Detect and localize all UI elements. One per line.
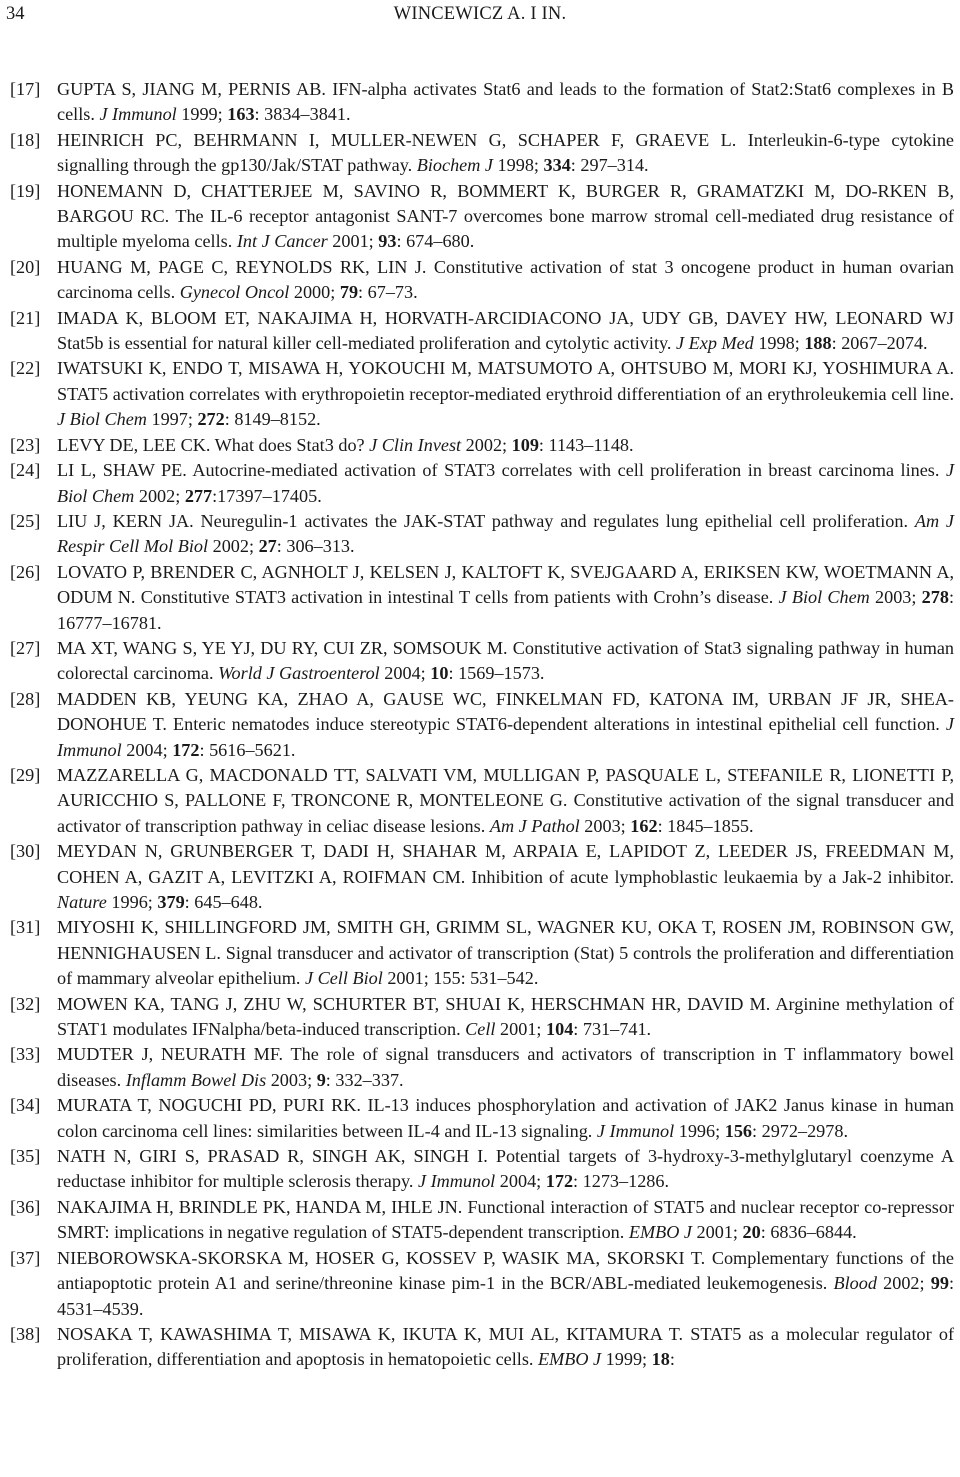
reference-year: 2001;: [332, 231, 374, 252]
reference-year: 1999;: [605, 1349, 648, 1370]
reference-authors: LI L, SHAW PE.: [57, 460, 187, 481]
reference-journal: J Immunol: [57, 714, 954, 760]
reference-year: 1998;: [758, 333, 800, 354]
reference-year: 1996;: [678, 1120, 721, 1141]
reference-authors: IWATSUKI K, ENDO T, MISAWA H, YOKOUCHI M, MATSUMOTO A, OHTSUBO M, MORI KJ, YOSHIMURA A.: [57, 358, 954, 379]
reference-number: [33]: [10, 1044, 41, 1065]
reference-authors: GUPTA S, JIANG M, PERNIS AB.: [57, 79, 326, 99]
reference-entry: [10, 763, 954, 839]
reference-entry: [10, 255, 954, 306]
reference-volume: 272: [197, 409, 225, 430]
reference-year: 2002;: [212, 536, 255, 557]
reference-pages: : 8149–8152.: [224, 409, 321, 430]
reference-year: 2002;: [138, 485, 181, 506]
reference-year: 2004;: [384, 663, 426, 684]
reference-journal: J Biol Chem: [57, 460, 955, 506]
reference-year: 2003;: [584, 815, 626, 836]
reference-authors: MURATA T, NOGUCHI PD, PURI RK.: [57, 1095, 361, 1116]
reference-entry: [10, 509, 954, 560]
reference-entry: [10, 179, 954, 255]
reference-number: [22]: [10, 358, 41, 379]
reference-number: [32]: [10, 993, 41, 1014]
reference-pages: : 6836–6844.: [760, 1222, 857, 1243]
reference-volume: 188: [804, 333, 832, 354]
reference-title: Autocrine-mediated activation of STAT3 correlates with cell proliferation in breast carcinoma lines.: [192, 460, 940, 481]
reference-year: 1999;: [181, 104, 223, 125]
reference-authors: NATH N, GIRI S, PRASAD R, SINGH AK, SINGH I.: [57, 1146, 488, 1167]
reference-entry: [10, 687, 954, 763]
page-number: 34: [6, 4, 25, 24]
reference-authors: HEINRICH PC, BEHRMANN I, MULLER-NEWEN G, SCHAPER F, GRAEVE L.: [57, 129, 737, 150]
reference-pages: : 4531–4539.: [57, 1273, 954, 1319]
reference-authors: LIU J, KERN JA.: [57, 510, 194, 531]
reference-journal: Biochem J: [416, 155, 493, 176]
reference-year: 2002;: [465, 434, 508, 455]
reference-journal: Gynecol Oncol: [179, 282, 290, 303]
reference-number: [24]: [10, 460, 41, 481]
reference-journal: Cell: [465, 1019, 496, 1040]
reference-entry: [10, 433, 954, 458]
reference-volume: 20: [742, 1222, 761, 1243]
reference-number: [38]: [10, 1323, 41, 1344]
reference-number: [28]: [10, 688, 41, 709]
reference-pages: : 332–337.: [325, 1069, 404, 1090]
reference-year: 1996;: [111, 892, 153, 912]
reference-volume: 99: [930, 1273, 949, 1294]
reference-authors: NAKAJIMA H, BRINDLE PK, HANDA M, IHLE JN.: [57, 1196, 463, 1217]
reference-authors: IMADA K, BLOOM ET, NAKAJIMA H, HORVATH-ARCIDIACONO JA, UDY GB, DAVEY HW, LEONARD WJ: [57, 307, 954, 328]
reference-journal: J Immunol: [99, 104, 177, 125]
reference-entry: [10, 839, 954, 915]
reference-volume: 93: [378, 231, 397, 252]
reference-volume: 10: [430, 663, 449, 684]
reference-entry: [10, 1042, 954, 1093]
reference-title: Interleukin-6-type cytokine signalling through the gp130/Jak/STAT pathway.: [57, 129, 954, 176]
reference-number: [36]: [10, 1196, 41, 1217]
reference-entry: [10, 306, 954, 357]
reference-year: 1997;: [151, 409, 193, 430]
reference-entry: [10, 1246, 954, 1322]
reference-pages: : 1845–1855.: [657, 815, 754, 836]
reference-number: [20]: [10, 256, 41, 277]
reference-volume: 156: [724, 1120, 752, 1141]
reference-title: Functional interaction of STAT5 and nuclear receptor co-repressor SMRT: implications in negative regulation of STAT5-dependent transcription.: [57, 1196, 954, 1243]
reference-entry: [10, 77, 954, 128]
reference-volume: 172: [545, 1171, 574, 1192]
reference-volume: 334: [543, 155, 571, 176]
reference-pages: : 5616–5621.: [199, 739, 296, 760]
reference-entry: [10, 458, 954, 509]
reference-title: Complementary functions of the antiapoptotic protein A1 and serine/threonine kinase pim-1 in the BCR/ABL-mediated leukemogenesis.: [57, 1247, 955, 1294]
reference-journal: World J Gastroenterol: [218, 663, 380, 684]
reference-authors: MOWEN KA, TANG J, ZHU W, SCHURTER BT, SHUAI K, HERSCHMAN HR, DAVID M.: [57, 993, 771, 1014]
reference-volume: 79: [339, 282, 359, 303]
reference-year: 2004;: [126, 739, 168, 760]
reference-entry: [10, 1144, 954, 1195]
reference-pages: : 297–314.: [570, 155, 649, 176]
reference-volume: 277: [184, 485, 213, 506]
reference-title: What does Stat3 do?: [214, 434, 365, 455]
reference-entry: [10, 915, 954, 991]
reference-year: 2003;: [875, 587, 917, 608]
reference-pages: : 306–313.: [276, 536, 355, 557]
reference-volume: 163: [227, 104, 255, 125]
reference-volume: 18: [651, 1349, 670, 1370]
running-head: WINCEWICZ A. I IN.: [393, 4, 567, 24]
reference-title: Constitutive activation of Stat3 signaling pathway in human colorectal carcinoma.: [57, 637, 955, 684]
reference-journal: J Immunol: [417, 1171, 496, 1192]
reference-authors: MA XT, WANG S, YE YJ, DU RY, CUI ZR, SOMSOUK M.: [57, 637, 508, 658]
reference-pages: : 3834–3841.: [254, 104, 351, 125]
reference-year: 1998;: [497, 155, 539, 176]
reference-title: Neuregulin-1 activates the JAK-STAT pathway and regulates lung epithelial cell proliferation.: [200, 510, 908, 531]
reference-title: IFN-alpha activates Stat6 and leads to the formation of Stat2:Stat6 complexes in B cells.: [57, 79, 954, 125]
reference-number: [35]: [10, 1146, 41, 1167]
reference-journal: J Exp Med: [676, 333, 754, 354]
reference-year: 2004;: [499, 1171, 542, 1192]
reference-number: [19]: [10, 180, 41, 201]
reference-number: [17]: [10, 79, 41, 99]
reference-entry: [10, 992, 954, 1043]
reference-title: Potential targets of 3-hydroxy-3-methylglutaryl coenzyme A reductase inhibitor for multiple sclerosis therapy.: [57, 1146, 954, 1192]
reference-number: [29]: [10, 764, 41, 785]
reference-year: 2000;: [293, 282, 336, 303]
reference-year: 2002;: [883, 1273, 925, 1294]
reference-entry: [10, 1322, 954, 1373]
reference-authors: HONEMANN D, CHATTERJEE M, SAVINO R, BOMMERT K, BURGER R, GRAMATZKI M, DO-RKEN B, BARGOU RC.: [57, 180, 954, 227]
reference-journal: J Biol Chem: [778, 587, 870, 608]
reference-pages: : 16777–16781.: [57, 587, 955, 633]
reference-title: Enteric nematodes induce stereotypic STAT6-dependent alterations in intestinal epithelial cell function.: [173, 714, 940, 735]
reference-authors: MIYOSHI K, SHILLINGFORD JM, SMITH GH, GRIMM SL, WAGNER KU, OKA T, ROSEN JM, ROBINSON GW, HENNIGHAUSEN L.: [57, 917, 954, 963]
reference-entry: [10, 1093, 954, 1144]
reference-volume: 9: [316, 1069, 326, 1090]
reference-authors: LEVY DE, LEE CK.: [57, 434, 211, 455]
reference-number: [21]: [10, 307, 41, 328]
reference-journal: Int J Cancer: [236, 231, 328, 252]
reference-title: Constitutive activation of stat 3 oncogene product in human ovarian carcinoma cells.: [57, 256, 955, 303]
reference-year: 2001;: [500, 1019, 542, 1040]
reference-pages: : 1273–1286.: [573, 1171, 670, 1192]
reference-number: [18]: [10, 129, 41, 150]
reference-journal: J Biol Chem: [57, 409, 147, 430]
reference-entry: [10, 356, 954, 432]
reference-number: [37]: [10, 1247, 41, 1268]
reference-authors: NIEBOROWSKA-SKORSKA M, HOSER G, KOSSEV P, WASIK MA, SKORSKI T.: [57, 1247, 706, 1268]
reference-pages: : 674–680.: [396, 231, 475, 252]
reference-year: 2001; 155: 531–542.: [387, 968, 539, 989]
reference-entry: [10, 1195, 954, 1246]
reference-journal: J Immunol: [596, 1120, 675, 1141]
reference-pages: : 67–73.: [358, 282, 418, 303]
reference-entry: [10, 636, 954, 687]
reference-journal: Am J Respir Cell Mol Biol: [57, 510, 954, 557]
reference-title: Constitutive activation of the signal transducer and activator of transcription pathway in celiac disease lesions.: [57, 790, 954, 836]
reference-list: [10, 77, 954, 1373]
reference-title: STAT5 activation correlates with erythropoietin receptor-mediated erythroid differentiation of an erythroleukemia cell line.: [57, 383, 954, 404]
reference-entry: [10, 128, 954, 179]
reference-journal: Am J Pathol: [489, 815, 580, 836]
reference-volume: 27: [258, 536, 277, 557]
reference-authors: LOVATO P, BRENDER C, AGNHOLT J, KELSEN J, KALTOFT K, SVEJGAARD A, ERIKSEN KW, WOETMANN A, ODUM N.: [57, 561, 954, 608]
reference-journal: J Cell Biol: [304, 968, 383, 989]
reference-number: [25]: [10, 510, 41, 531]
reference-volume: 172: [172, 739, 200, 760]
reference-volume: 162: [630, 815, 658, 836]
reference-journal: Nature: [57, 892, 107, 912]
reference-journal: Inflamm Bowel Dis: [125, 1069, 267, 1090]
reference-journal: EMBO J: [628, 1222, 692, 1243]
reference-authors: MADDEN KB, YEUNG KA, ZHAO A, GAUSE WC, FINKELMAN FD, KATONA IM, URBAN JF JR, SHEA-DONOHUE T.: [57, 688, 954, 735]
reference-pages: : 645–648.: [184, 892, 263, 912]
reference-journal: Blood: [833, 1273, 877, 1294]
reference-pages: :17397–17405.: [212, 485, 322, 506]
reference-volume: 379: [157, 892, 185, 912]
reference-authors: HUANG M, PAGE C, REYNOLDS RK, LIN J.: [57, 256, 427, 277]
reference-title: The role of signal transducers and activators of transcription in T inflammatory bowel diseases.: [57, 1044, 954, 1090]
page-header: [0, 0, 960, 34]
reference-pages: : 1569–1573.: [448, 663, 545, 684]
reference-year: 2001;: [696, 1222, 738, 1243]
reference-number: [26]: [10, 561, 41, 582]
reference-number: [31]: [10, 917, 41, 938]
reference-title: Constitutive STAT3 activation in intestinal T cells from patients with Crohn’s disease.: [140, 587, 774, 608]
reference-volume: 109: [511, 434, 539, 455]
reference-title: Stat5b is essential for natural killer cell-mediated proliferation and cytolytic activity.: [57, 333, 672, 354]
reference-number: [27]: [10, 637, 41, 658]
reference-number: [34]: [10, 1095, 41, 1116]
reference-pages: : 2972–2978.: [752, 1120, 848, 1141]
reference-volume: 104: [546, 1019, 574, 1040]
reference-journal: EMBO J: [538, 1349, 602, 1370]
reference-authors: NOSAKA T, KAWASHIMA T, MISAWA K, IKUTA K, MUI AL, KITAMURA T.: [57, 1323, 684, 1344]
reference-year: 2003;: [270, 1069, 313, 1090]
reference-title: IL-13 induces phosphorylation and activation of JAK2 Janus kinase in human colon carcinoma cell lines: similarities between IL-4 and IL-13 signaling.: [57, 1095, 955, 1141]
reference-authors: MAZZARELLA G, MACDONALD TT, SALVATI VM, MULLIGAN P, PASQUALE L, STEFANILE R, LIONETTI P, AURICCHIO S, PALLONE F, TRONCONE R, MONTELEONE G.: [57, 764, 954, 811]
reference-pages: :: [669, 1349, 675, 1370]
reference-title: Arginine methylation of STAT1 modulates IFNalpha/beta-induced transcription.: [57, 993, 955, 1040]
reference-pages: : 1143–1148.: [538, 434, 634, 455]
reference-volume: 278: [921, 587, 949, 608]
reference-authors: MUDTER J, NEURATH MF.: [57, 1044, 284, 1065]
reference-number: [30]: [10, 841, 41, 862]
reference-title: Signal transducer and activator of transcription (Stat) 5 controls the proliferation and differentiation of mammary alveolar epithelium.: [57, 942, 955, 989]
reference-authors: MEYDAN N, GRUNBERGER T, DADI H, SHAHAR M, ARPAIA E, LAPIDOT Z, LEEDER JS, FREEDMAN M, COHEN A, GAZIT A, LEVITZKI A, ROIFMAN CM.: [57, 841, 954, 887]
reference-number: [23]: [10, 434, 41, 455]
reference-entry: [10, 560, 954, 636]
reference-title: The IL-6 receptor antagonist SANT-7 overcomes bone marrow stromal cell-mediated drug resistance of multiple myeloma cells.: [57, 206, 954, 252]
reference-title: STAT5 as a molecular regulator of proliferation, differentiation and apoptosis in hematopoietic cells.: [57, 1323, 955, 1370]
reference-pages: : 2067–2074.: [831, 333, 928, 354]
reference-pages: : 731–741.: [573, 1019, 652, 1040]
reference-journal: J Clin Invest: [369, 434, 462, 455]
reference-title: Inhibition of acute lymphoblastic leukaemia by a Jak-2 inhibitor.: [471, 866, 954, 887]
